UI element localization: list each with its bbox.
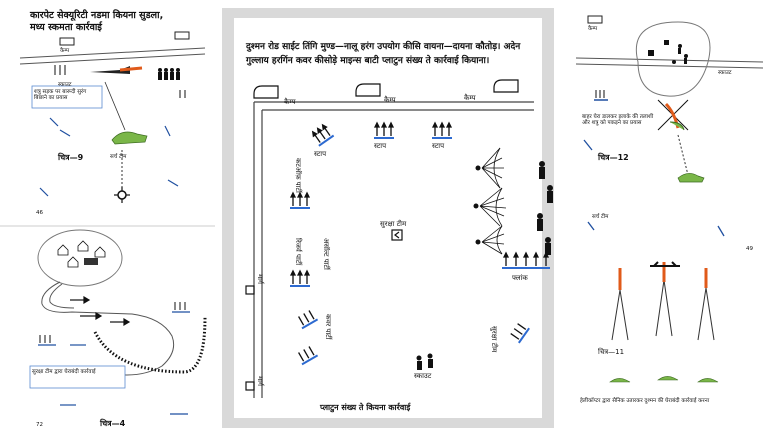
left-camp-label: कैम्प — [60, 48, 70, 54]
security-team-label: सुरक्षा टीम — [380, 220, 407, 228]
center-body-text: दुश्मन रोड साईट तिंगि मुण्ड—नालू हरंग उपयोग कीसि वायना—दायना कौतोड़। अदेन गुल्लाय हरगिंन कवर कीसोड़े माइन्स बाटी प्लाटुन संख्य ते कार्रवाई कियाना। — [246, 42, 521, 66]
left-diagram — [0, 0, 215, 432]
right-note-top: बाहर घेरा डालकर इलाके की तलाशी और शत्रु को पकड़ने का प्रयास — [582, 114, 654, 126]
vertical-label-2: असॉल्ट पार्टी — [322, 238, 330, 270]
right-page-number: 49 — [746, 246, 753, 252]
left-page-number-top: 46 — [36, 210, 43, 216]
center-diagram — [234, 18, 542, 418]
camp-label-2: कैम्प — [384, 96, 396, 104]
fig12-caption: चित्र—12 — [598, 153, 629, 162]
vertical-label-4: कवर पार्टी — [324, 314, 332, 340]
vertical-label-1: कटऑफ़ पार्टी — [294, 158, 302, 193]
right-scout-label: स्काउट — [718, 70, 732, 76]
center-page-inner — [234, 18, 542, 418]
camp-label-3: कैम्प — [464, 94, 476, 102]
right-camp-label: कैम्प — [588, 26, 598, 32]
stop-label-2: स्टाप — [374, 142, 387, 150]
left-heading-line2: मध्य स्कमता कार्रवाई — [30, 22, 102, 33]
scout-label: स्काउट — [414, 372, 432, 380]
stop-label-1: स्टाप — [314, 150, 327, 158]
side-label-1: मार्ग — [256, 274, 264, 284]
center-caption: प्लाटुन संख्य ते कियना कार्रवाई — [320, 403, 411, 412]
vertical-label-3: रिजर्व पार्टी — [294, 238, 302, 266]
right-team-label: सर्च टीम — [592, 214, 609, 220]
flank-label: फ्लांक — [512, 274, 528, 282]
stop-label-3: स्टाप — [432, 142, 445, 150]
left-scout-label: स्काउट — [58, 82, 72, 88]
center-page — [222, 8, 554, 428]
right-page — [568, 0, 768, 432]
left-note-box2: सुरक्षा टीम द्वारा घेराबंदी कार्रवाई — [32, 369, 96, 375]
fig9-caption: चित्र—9 — [58, 153, 84, 162]
left-page-number-bottom: 72 — [36, 422, 43, 428]
left-heading-line1: कारपेट सेक्यूरिटी नडमा कियना सुडला, — [30, 10, 164, 21]
fig4-caption: चित्र—4 — [100, 419, 126, 428]
left-team-label: सर्च टीम — [110, 154, 127, 160]
vertical-label-5: सुरक्षा टीम — [490, 326, 498, 353]
side-label-2: मार्ग — [256, 376, 264, 386]
left-page — [0, 0, 215, 432]
right-note-bottom: हेलीकॉप्टर द्वारा सैनिक उतारकर दुश्मन की घेराबंदी कार्रवाई करना — [580, 398, 710, 404]
fig11-caption: चित्र—11 — [598, 348, 625, 356]
left-note-box: शत्रु सड़क पर बारूदी सुरंग बिछाने का प्रयास — [34, 89, 87, 101]
camp-label-1: कैम्प — [284, 98, 296, 106]
